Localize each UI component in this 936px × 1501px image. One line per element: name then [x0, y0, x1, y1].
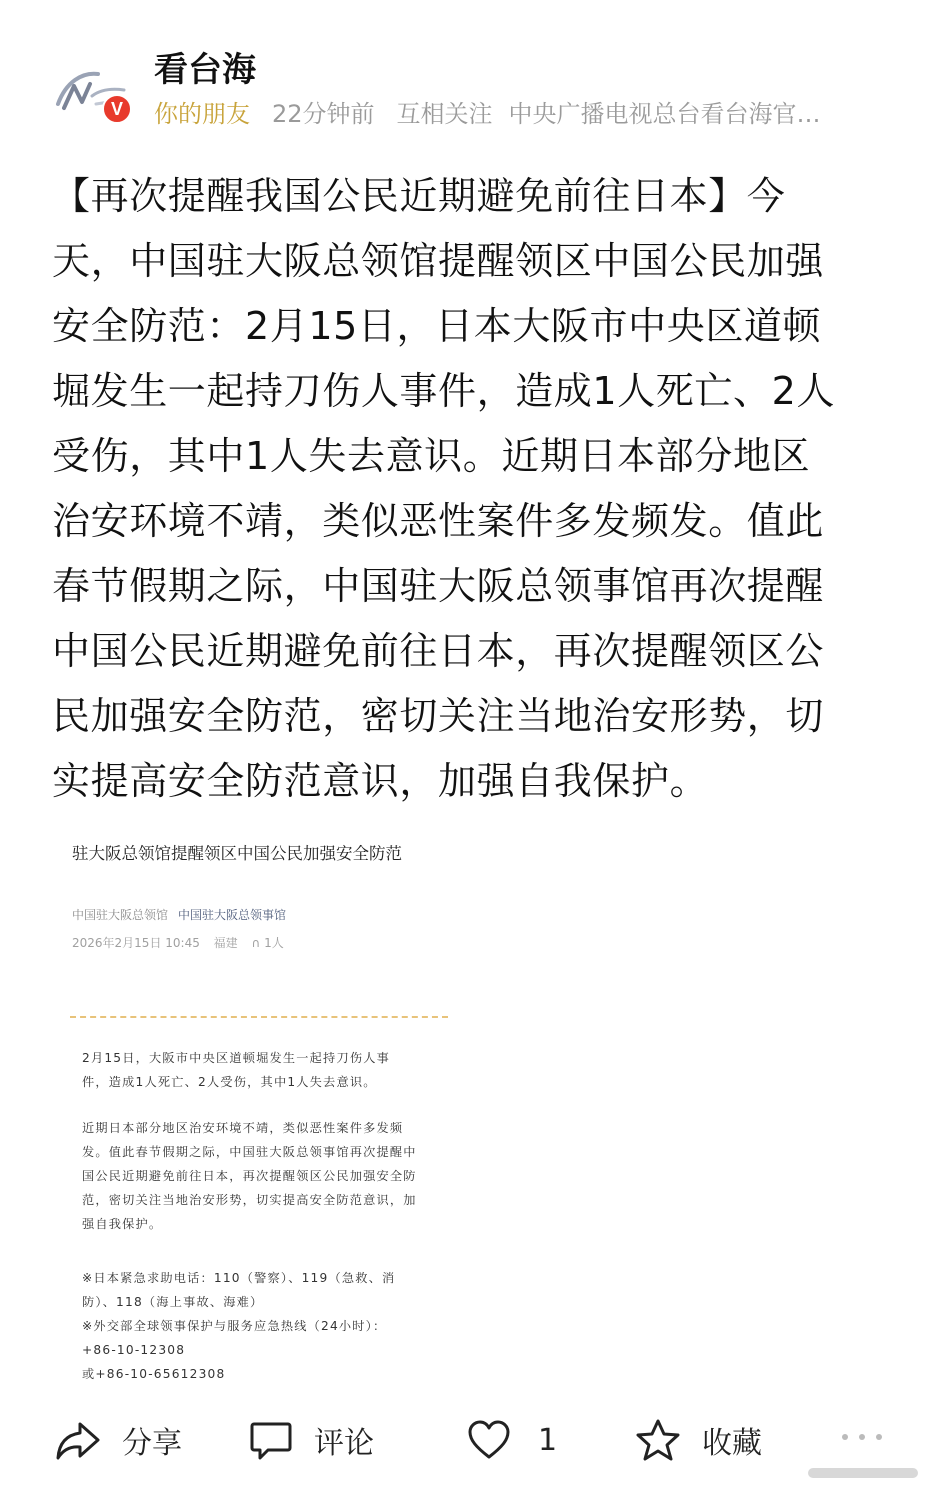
- article-paragraph-2: [82, 1116, 442, 1236]
- article-line: +86-10-12308: [82, 1343, 186, 1357]
- article-line: 件，造成1人死亡、2人受伤，其中1人失去意识。: [82, 1075, 377, 1089]
- post-text-line: 受伤，其中1人失去意识。近期日本部分地区: [52, 434, 811, 478]
- favorite-button[interactable]: [634, 1418, 762, 1462]
- post-text-line: 治安环境不靖，类似恶性案件多发频发。值此: [52, 499, 825, 543]
- heart-icon: [466, 1418, 512, 1462]
- author-description: 中央广播电视总台看台海官…: [508, 99, 821, 128]
- article-line: 范，密切关注当地治安形势，切实提高安全防范意识，加: [82, 1193, 417, 1207]
- comment-label: 评论: [314, 1426, 374, 1461]
- post-text-line: 春节假期之际，中国驻大阪总领事馆再次提醒: [52, 564, 825, 608]
- more-options-icon[interactable]: [842, 1434, 882, 1444]
- article-line: 或+86-10-65612308: [82, 1367, 226, 1381]
- share-icon: [54, 1418, 102, 1462]
- article-listeners: 1人: [264, 936, 284, 950]
- article-line: 国公民近期避免前往日本，再次提醒领区公民加强安全防: [82, 1169, 417, 1183]
- article-line: 防）、118（海上事故、海难）: [82, 1295, 264, 1309]
- article-source: [72, 906, 286, 923]
- post-text-line: 堀发生一起持刀伤人事件，造成1人死亡、2人: [52, 369, 835, 413]
- avatar[interactable]: [52, 60, 130, 126]
- article-divider: [70, 1016, 448, 1018]
- comment-icon: [248, 1418, 294, 1462]
- post-text-line: 安全防范：2月15日，日本大阪市中央区道顿: [52, 304, 822, 348]
- article-account: 中国驻大阪总领事馆: [178, 908, 287, 922]
- post-text: [52, 164, 884, 814]
- post-time: 22分钟前: [272, 99, 375, 128]
- comment-button[interactable]: [248, 1418, 374, 1462]
- author-name[interactable]: 看台海: [154, 50, 256, 90]
- article-line: ※日本紧急求助电话：110（警察）、119（急救、消: [82, 1271, 396, 1285]
- post-text-line: 天，中国驻大阪总领馆提醒领区中国公民加强: [52, 239, 825, 283]
- article-line: 强自我保护。: [82, 1217, 163, 1231]
- share-button[interactable]: [54, 1418, 182, 1462]
- post-text-line: 【再次提醒我国公民近期避免前往日本】今: [52, 174, 786, 218]
- post-meta: [154, 94, 839, 128]
- article-date-row: [72, 934, 284, 951]
- share-label: 分享: [122, 1426, 182, 1461]
- article-line: 发。值此春节假期之际，中国驻大阪总领事馆再次提醒中: [82, 1145, 417, 1159]
- like-count: 1: [538, 1422, 558, 1458]
- headphone-icon: ∩: [251, 936, 261, 950]
- article-date: 2026年2月15日 10:45: [72, 936, 200, 950]
- article-source-name: 中国驻大阪总领馆: [72, 908, 169, 922]
- post-text-line: 实提高安全防范意识，加强自我保护。: [52, 759, 709, 803]
- action-bar: [0, 1404, 936, 1474]
- article-paragraph-1: [82, 1046, 442, 1094]
- star-icon: [634, 1417, 682, 1463]
- relation-label: 你的朋友: [154, 99, 250, 128]
- article-location: 福建: [213, 936, 238, 950]
- article-title: 驻大阪总领馆提醒领区中国公民加强安全防范: [72, 844, 402, 863]
- home-indicator[interactable]: [808, 1468, 918, 1478]
- post-text-line: 民加强安全防范，密切关注当地治安形势，切: [52, 694, 825, 738]
- follow-status[interactable]: 互相关注: [396, 99, 493, 128]
- article-paragraph-3: [82, 1266, 442, 1386]
- like-button[interactable]: [466, 1418, 557, 1462]
- article-line: ※外交部全球领事保护与服务应急热线（24小时）：: [82, 1319, 387, 1333]
- post-text-line: 中国公民近期避免前往日本，再次提醒领区公: [52, 629, 825, 673]
- article-line: 2月15日，大阪市中央区道顿堀发生一起持刀伤人事: [82, 1051, 390, 1065]
- favorite-label: 收藏: [702, 1426, 762, 1461]
- article-line: 近期日本部分地区治安环境不靖，类似恶性案件多发频: [82, 1121, 404, 1135]
- verified-badge-icon: V: [102, 94, 132, 124]
- embedded-article-image[interactable]: [52, 830, 472, 1390]
